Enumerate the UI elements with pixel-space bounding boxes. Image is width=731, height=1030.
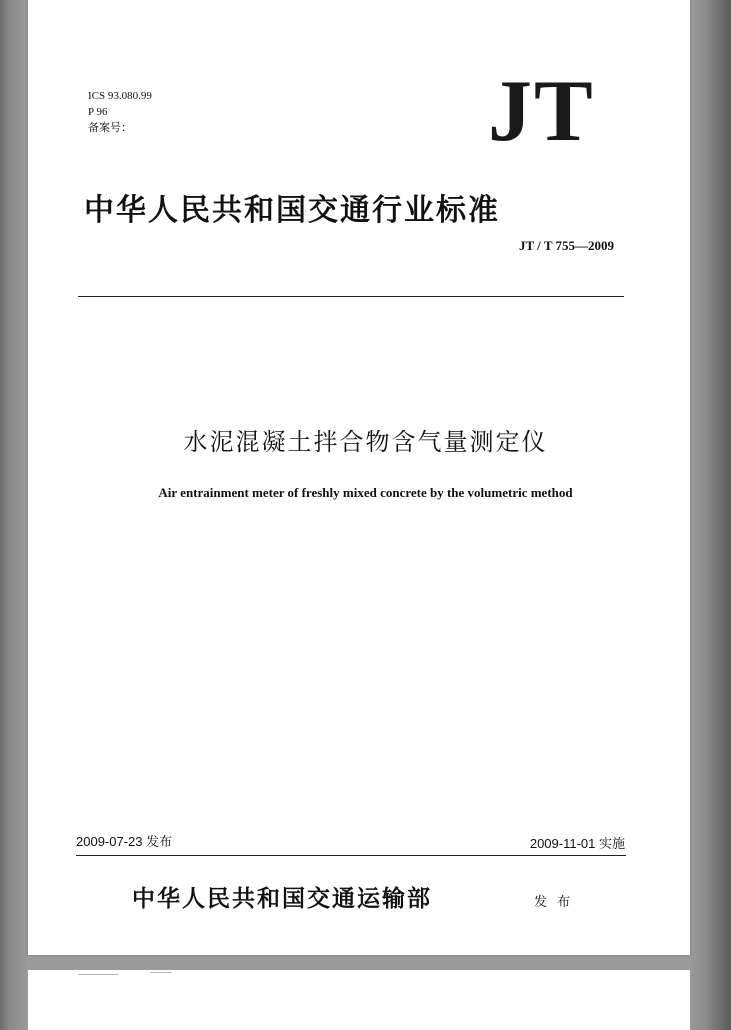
issue-date: 2009-07-23 发布 [76,834,173,849]
document-title-chinese: 水泥混凝土拌合物含气量测定仪 [183,428,548,456]
issuing-ministry: 中华人民共和国交通运输部 [132,885,432,912]
standard-title: 中华人民共和国交通行业标准 [84,193,500,228]
jt-logo: JT [488,63,595,160]
footer-divider [76,855,626,856]
publish-label: 发 布 [534,895,574,910]
category-code: P 96 [88,106,108,118]
document-title-english: Air entrainment meter of freshly mixed concrete by the volumetric method [158,485,573,500]
standard-number: JT / T 755—2009 [519,238,614,253]
ics-code: ICS 93.080.99 [88,90,152,102]
next-page-edge [28,970,690,1030]
scan-artifact [78,974,118,975]
header-divider [78,296,624,297]
scan-artifact [150,972,172,973]
implementation-date: 2009-11-01 实施 [529,836,625,851]
record-number-label: 备案号： [88,122,132,134]
classification-block [88,88,152,136]
